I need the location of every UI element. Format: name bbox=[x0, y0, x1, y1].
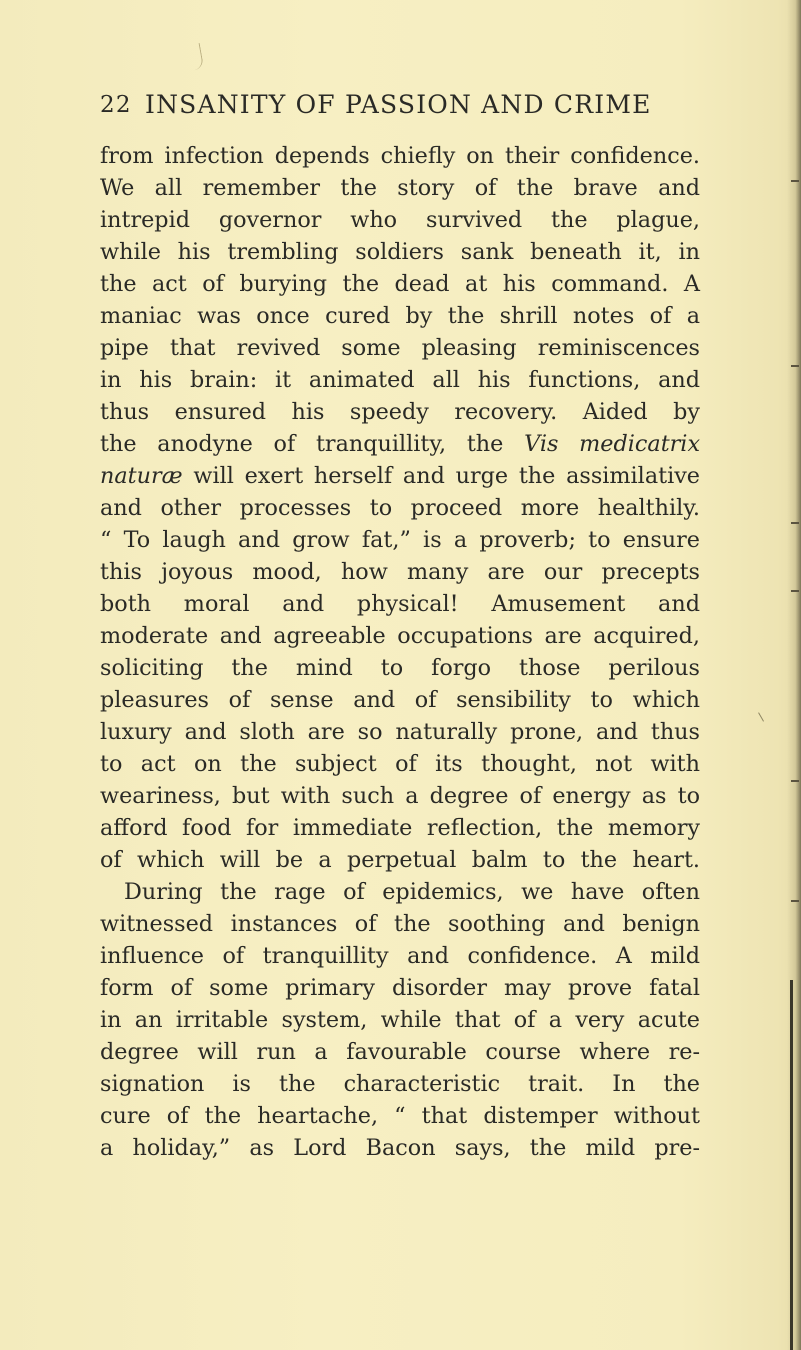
pencil-mark bbox=[185, 43, 204, 71]
text-line: the act of burying the dead at his command. A bbox=[100, 271, 700, 297]
text-line: We all remember the story of the brave and bbox=[100, 175, 700, 201]
text-line: in his brain: it animated all his functions, and bbox=[100, 367, 700, 393]
italic-phrase: Vis medicatrix bbox=[524, 431, 701, 457]
text-line: form of some primary disorder may prove fatal bbox=[100, 975, 700, 1001]
edge-tick bbox=[791, 365, 799, 367]
edge-tick bbox=[791, 522, 799, 524]
text-line: intrepid governor who survived the plague, bbox=[100, 207, 700, 233]
page-edge-line bbox=[790, 980, 793, 1350]
text-line: witnessed instances of the soothing and benign bbox=[100, 911, 700, 937]
stray-mark bbox=[758, 708, 771, 721]
text-line: while his trembling soldiers sank beneath it, in bbox=[100, 239, 700, 265]
text-line-with-italic bbox=[100, 460, 700, 492]
text-line: thus ensured his speedy recovery. Aided by bbox=[100, 399, 700, 425]
text-line: maniac was once cured by the shrill notes of a bbox=[100, 303, 700, 329]
text-line: influence of tranquillity and confidence. A mild bbox=[100, 943, 700, 969]
text-segment: will exert herself and urge the assimilative bbox=[193, 463, 700, 489]
text-segment: the anodyne of tranquillity, the bbox=[100, 431, 504, 457]
text-line: soliciting the mind to forgo those perilous bbox=[100, 655, 700, 681]
text-line: in an irritable system, while that of a very acute bbox=[100, 1007, 700, 1033]
edge-tick bbox=[791, 900, 799, 902]
text-line: luxury and sloth are so naturally prone, and thus bbox=[100, 719, 700, 745]
page-number: 22 bbox=[100, 92, 132, 118]
edge-tick bbox=[791, 590, 799, 592]
text-line: pipe that revived some pleasing reminiscences bbox=[100, 335, 700, 361]
text-line: of which will be a perpetual balm to the heart. bbox=[100, 847, 700, 873]
text-line: degree will run a favourable course where re- bbox=[100, 1039, 700, 1065]
text-line: this joyous mood, how many are our precepts bbox=[100, 559, 700, 585]
text-line: weariness, but with such a degree of energy as to bbox=[100, 783, 700, 809]
text-line: from infection depends chiefly on their confidence. bbox=[100, 143, 700, 169]
text-line: cure of the heartache, “ that distemper without bbox=[100, 1103, 700, 1129]
body-text bbox=[100, 140, 700, 1164]
text-line-with-italic bbox=[100, 428, 700, 460]
text-line: moderate and agreeable occupations are acquired, bbox=[100, 623, 700, 649]
text-line: signation is the characteristic trait. In the bbox=[100, 1071, 700, 1097]
text-line: afford food for immediate reflection, the memory bbox=[100, 815, 700, 841]
running-header bbox=[100, 92, 700, 132]
italic-phrase: naturæ bbox=[100, 463, 183, 489]
text-line: a holiday,” as Lord Bacon says, the mild pre- bbox=[100, 1135, 700, 1161]
edge-tick bbox=[791, 180, 799, 182]
text-line: both moral and physical! Amusement and bbox=[100, 591, 700, 617]
edge-tick bbox=[791, 780, 799, 782]
text-line: pleasures of sense and of sensibility to which bbox=[100, 687, 700, 713]
text-line: During the rage of epidemics, we have often bbox=[124, 879, 700, 905]
text-line: to act on the subject of its thought, not with bbox=[100, 751, 700, 777]
text-line: “ To laugh and grow fat,” is a proverb; to ensure bbox=[100, 527, 700, 553]
running-title: INSANITY OF PASSION AND CRIME bbox=[145, 90, 652, 119]
text-line: and other processes to proceed more healthily. bbox=[100, 495, 700, 521]
